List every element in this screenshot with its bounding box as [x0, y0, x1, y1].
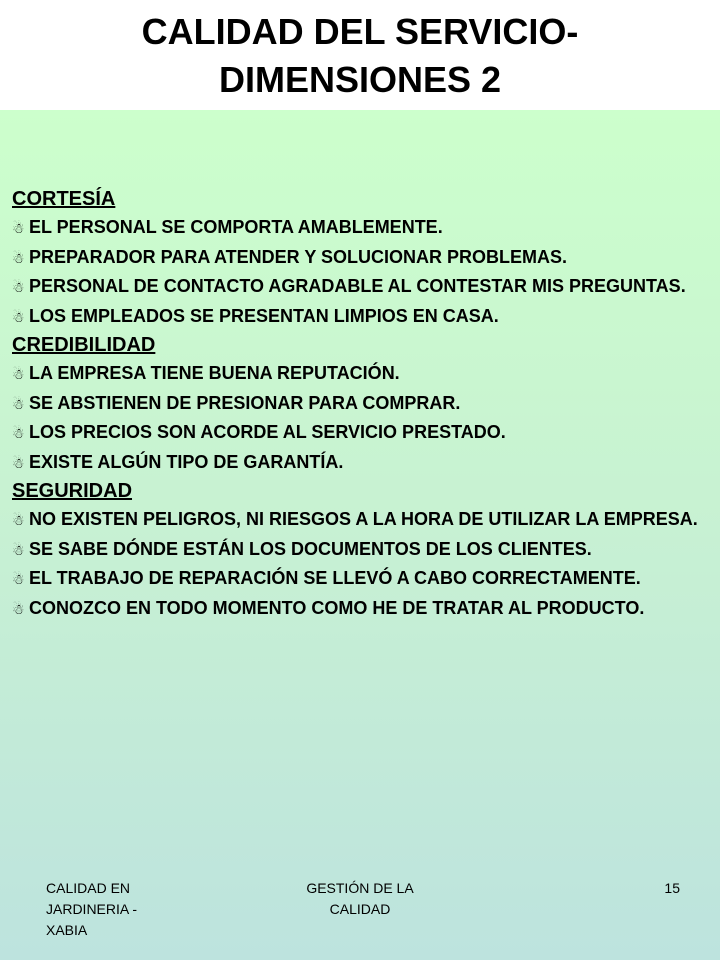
- snowman-bullet-icon: ☃: [12, 571, 25, 587]
- bullet-text: EL PERSONAL SE COMPORTA AMABLEMENTE.: [29, 217, 443, 237]
- bullet-item: [12, 594, 702, 624]
- bullet-text: LOS EMPLEADOS SE PRESENTAN LIMPIOS EN CASA.: [29, 305, 499, 326]
- footer-subject: [280, 878, 440, 920]
- footer-left-line2: JARDINERIA -: [46, 901, 138, 917]
- section-heading-credibilidad: CREDIBILIDAD: [12, 334, 156, 356]
- snowman-bullet-icon: ☃: [12, 425, 25, 441]
- bullet-item: [12, 564, 702, 594]
- footer-left-line1: CALIDAD EN: [46, 880, 131, 896]
- bullet-item: [12, 448, 702, 478]
- slide-content: [12, 185, 702, 623]
- slide-title-line2: DIMENSIONES 2: [218, 59, 502, 100]
- snowman-bullet-icon: ☃: [12, 366, 25, 382]
- snowman-bullet-icon: ☃: [12, 279, 25, 295]
- snowman-bullet-icon: ☃: [12, 249, 25, 266]
- snowman-bullet-icon: ☃: [12, 395, 25, 412]
- footer-center-line1: GESTIÓN DE LA: [306, 880, 414, 896]
- bullet-item: [12, 418, 702, 448]
- bullet-item: [12, 359, 702, 389]
- snowman-bullet-icon: ☃: [12, 220, 25, 236]
- bullet-text: EL TRABAJO DE REPARACIÓN SE LLEVÓ A CABO CORRECTAMENTE.: [29, 568, 641, 588]
- bullet-text: CONOZCO EN TODO MOMENTO COMO HE DE TRATAR AL PRODUCTO.: [29, 597, 645, 618]
- bullet-text: LOS PRECIOS SON ACORDE AL SERVICIO PRESTADO.: [29, 422, 506, 442]
- bullet-text: SE SABE DÓNDE ESTÁN LOS DOCUMENTOS DE LOS CLIENTES.: [29, 538, 592, 559]
- section-heading-seguridad: SEGURIDAD: [12, 480, 133, 502]
- snowman-bullet-icon: ☃: [12, 454, 25, 471]
- bullet-text: PREPARADOR PARA ATENDER Y SOLUCIONAR PROBLEMAS.: [29, 246, 568, 267]
- bullet-item: [12, 302, 702, 332]
- bullet-item: [12, 243, 702, 273]
- bullet-item: [12, 213, 702, 243]
- snowman-bullet-icon: ☃: [12, 512, 25, 528]
- footer-center-line2: CALIDAD: [329, 901, 391, 917]
- section-heading-cortesia: CORTESÍA: [12, 188, 116, 210]
- bullet-text: SE ABSTIENEN DE PRESIONAR PARA COMPRAR.: [29, 392, 461, 413]
- slide-title-line1: CALIDAD DEL SERVICIO-: [141, 11, 579, 52]
- page-number: 15: [664, 880, 680, 896]
- snowman-bullet-icon: ☃: [12, 541, 25, 558]
- bullet-text: PERSONAL DE CONTACTO AGRADABLE AL CONTESTAR MIS PREGUNTAS.: [29, 276, 686, 296]
- bullet-text: NO EXISTEN PELIGROS, NI RIESGOS A LA HORA DE UTILIZAR LA EMPRESA.: [29, 509, 698, 529]
- bullet-item: [12, 535, 702, 565]
- footer-left-line3: XABIA: [46, 922, 88, 938]
- bullet-item: [12, 389, 702, 419]
- bullet-text: LA EMPRESA TIENE BUENA REPUTACIÓN.: [29, 363, 400, 383]
- bullet-text: EXISTE ALGÚN TIPO DE GARANTÍA.: [29, 451, 344, 472]
- snowman-bullet-icon: ☃: [12, 600, 25, 617]
- footer-course-name: [46, 878, 206, 941]
- bullet-item: [12, 505, 702, 535]
- snowman-bullet-icon: ☃: [12, 308, 25, 325]
- bullet-item: [12, 272, 702, 302]
- title-band: [0, 0, 720, 110]
